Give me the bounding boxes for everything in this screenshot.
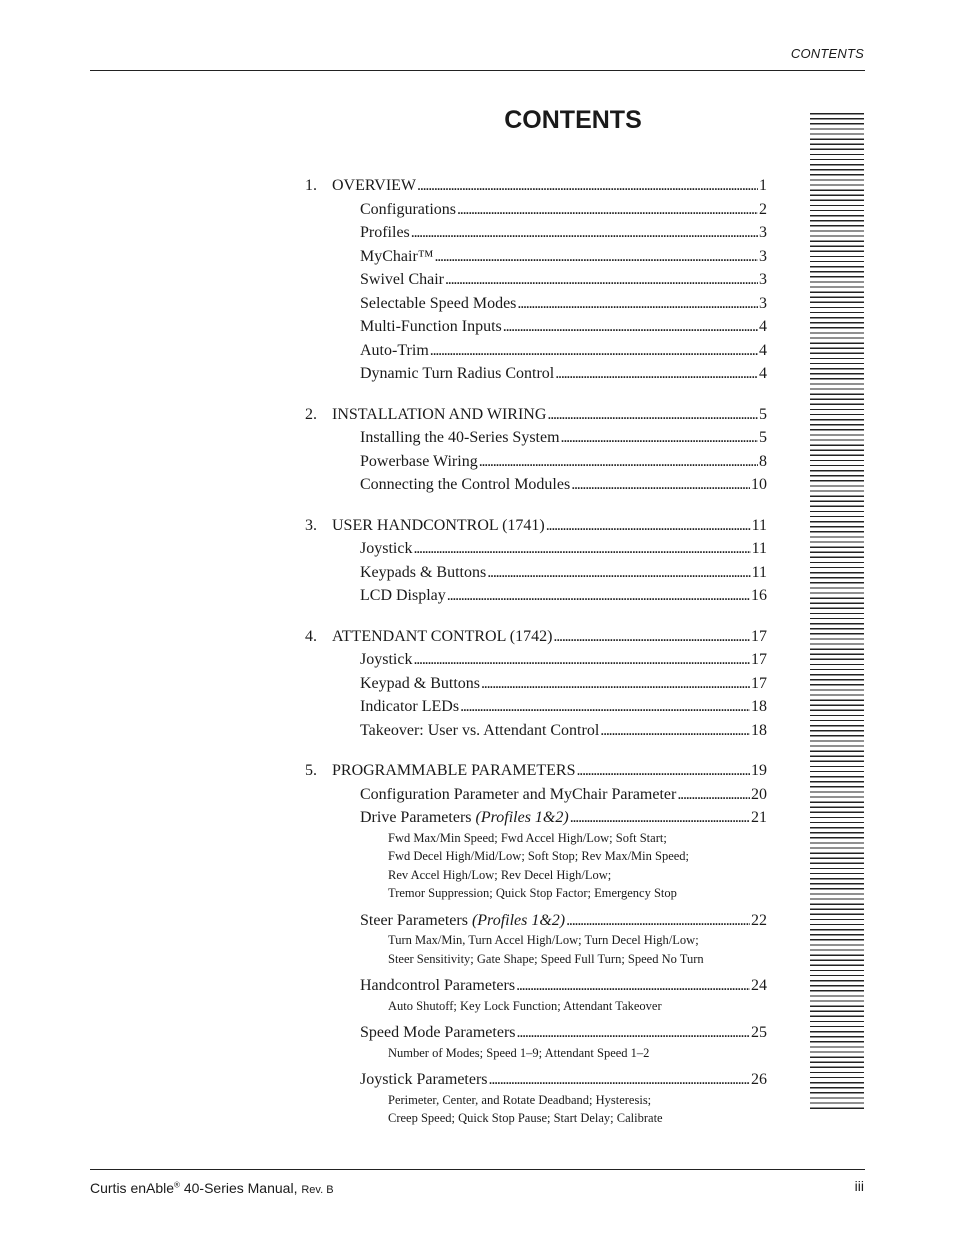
manual-suffix: 40-Series Manual, xyxy=(179,1180,298,1196)
toc-entry[interactable] xyxy=(305,403,767,427)
toc-entry[interactable] xyxy=(305,1068,767,1092)
entry-title: Connecting the Control Modules xyxy=(360,476,571,493)
entry-title: Joystick xyxy=(360,540,413,557)
toc-section-attendant-control xyxy=(305,625,767,743)
page-number: 19 xyxy=(751,762,767,779)
entry-details xyxy=(305,997,767,1016)
page-number: 20 xyxy=(751,785,767,803)
page-number: 3 xyxy=(759,224,767,241)
footer-rule xyxy=(90,1169,865,1170)
page-title: CONTENTS xyxy=(504,106,642,134)
entry-title: Profiles xyxy=(360,224,410,241)
dot-leader xyxy=(457,198,758,222)
entry-details xyxy=(305,829,767,903)
toc-entry[interactable] xyxy=(305,974,767,998)
detail-line: Auto Shutoff; Key Lock Function; Attendant Takeover xyxy=(388,998,662,1013)
page-number: 8 xyxy=(759,452,767,470)
page-number: 4 xyxy=(759,341,767,359)
entry-title: Configuration Parameter and MyChair Parameter xyxy=(360,785,677,803)
page-number: 4 xyxy=(759,365,767,382)
dot-leader xyxy=(516,974,750,998)
page-number: 24 xyxy=(751,977,767,994)
dot-leader xyxy=(561,426,758,450)
page-number: 17 xyxy=(751,674,767,692)
footer-manual-title xyxy=(90,1180,334,1196)
entry-title: Drive Parameters xyxy=(360,809,472,826)
toc-entry[interactable] xyxy=(305,268,767,292)
dot-leader xyxy=(576,759,750,783)
dot-leader xyxy=(553,625,750,649)
dot-leader xyxy=(479,450,758,474)
toc-entry[interactable] xyxy=(305,514,767,538)
section-title: ATTENDANT CONTROL (1742) xyxy=(332,627,553,645)
entry-title: MyChair™ xyxy=(360,247,434,265)
toc-entry[interactable] xyxy=(305,806,767,830)
detail-line: Fwd Max/Min Speed; Fwd Accel High/Low; Soft Start; xyxy=(388,830,667,845)
entry-title: Indicator LEDs xyxy=(360,698,460,715)
detail-line: Perimeter, Center, and Rotate Deadband; Hysteresis; xyxy=(388,1092,652,1107)
manual-name: Curtis enAble xyxy=(90,1180,175,1196)
entry-title: Handcontrol Parameters xyxy=(360,977,516,994)
entry-title: Joystick Parameters xyxy=(360,1071,488,1088)
dot-leader xyxy=(677,783,750,807)
dot-leader xyxy=(517,1021,750,1045)
entry-title: Selectable Speed Modes xyxy=(360,294,517,312)
entry-qualifier: (Profiles 1&2) xyxy=(475,809,569,826)
page-number: 1 xyxy=(759,177,767,194)
entry-title: Swivel Chair xyxy=(360,271,444,288)
detail-line: Fwd Decel High/Mid/Low; Soft Stop; Rev Max/Min Speed; xyxy=(388,849,690,863)
dot-leader xyxy=(430,339,758,363)
page-number: 4 xyxy=(759,318,767,335)
header-rule xyxy=(90,70,865,71)
toc-section-user-handcontrol xyxy=(305,514,767,608)
dot-leader xyxy=(413,648,750,672)
entry-title: Auto-Trim xyxy=(360,341,429,359)
detail-line: Rev Accel High/Low; Rev Decel High/Low; xyxy=(388,867,612,882)
toc-section-programmable-parameters xyxy=(305,759,767,1128)
dot-leader xyxy=(445,268,758,292)
page-number: 17 xyxy=(751,651,767,668)
toc-entry[interactable] xyxy=(305,221,767,245)
entry-title: Multi-Function Inputs xyxy=(360,318,502,335)
entry-details xyxy=(305,1044,767,1063)
toc-entry[interactable] xyxy=(305,362,767,386)
page-number: 18 xyxy=(751,721,767,739)
section-title: PROGRAMMABLE PARAMETERS xyxy=(332,762,576,779)
running-head: CONTENTS xyxy=(790,46,864,61)
page-number: 18 xyxy=(751,698,767,715)
toc-entry[interactable] xyxy=(305,426,767,450)
section-number: 3. xyxy=(305,516,317,534)
dot-leader xyxy=(547,403,758,427)
section-number: 5. xyxy=(305,762,317,779)
dot-leader xyxy=(517,292,758,316)
entry-title: LCD Display xyxy=(360,587,446,604)
toc-entry[interactable] xyxy=(305,450,767,474)
dot-leader xyxy=(413,537,750,561)
entry-title: Keypad & Buttons xyxy=(360,674,480,692)
section-title: INSTALLATION AND WIRING xyxy=(332,405,547,423)
page-number: 5 xyxy=(759,429,767,446)
detail-line: Number of Modes; Speed 1–9; Attendant Speed 1–2 xyxy=(388,1045,650,1060)
decorative-stripe-bar xyxy=(810,113,864,1111)
page-number: 21 xyxy=(751,809,767,826)
page-number: 11 xyxy=(751,563,767,581)
toc-entry[interactable] xyxy=(305,625,767,649)
table-of-contents xyxy=(305,174,767,1145)
revision: Rev. B xyxy=(301,1184,334,1196)
toc-entry[interactable] xyxy=(305,909,767,933)
entry-title: Dynamic Turn Radius Control xyxy=(360,365,555,382)
toc-entry[interactable] xyxy=(305,648,767,672)
page-number: 22 xyxy=(751,911,767,929)
footer-page-number: iii xyxy=(854,1178,864,1194)
toc-entry[interactable] xyxy=(305,339,767,363)
detail-line: Tremor Suppression; Quick Stop Factor; Emergency Stop xyxy=(388,886,677,900)
page-number: 3 xyxy=(759,247,767,265)
toc-entry[interactable] xyxy=(305,561,767,585)
entry-qualifier: (Profiles 1&2) xyxy=(471,911,566,929)
dot-leader xyxy=(566,909,750,933)
entry-title: Joystick xyxy=(360,651,413,668)
dot-leader xyxy=(600,719,750,743)
toc-entry[interactable] xyxy=(305,198,767,222)
dot-leader xyxy=(555,362,758,386)
toc-entry[interactable] xyxy=(305,695,767,719)
toc-entry[interactable] xyxy=(305,672,767,696)
dot-leader xyxy=(489,1068,750,1092)
entry-details xyxy=(305,931,767,968)
page-number: 26 xyxy=(751,1071,767,1088)
dot-leader xyxy=(571,473,750,497)
dot-leader xyxy=(411,221,758,245)
section-title: USER HANDCONTROL (1741) xyxy=(332,516,545,534)
dot-leader xyxy=(481,672,750,696)
toc-entry[interactable] xyxy=(305,292,767,316)
dot-leader xyxy=(417,174,758,198)
section-number: 4. xyxy=(305,627,317,645)
entry-title: Steer Parameters xyxy=(360,911,468,929)
section-number: 1. xyxy=(305,177,317,194)
entry-title: Installing the 40-Series System xyxy=(360,429,560,446)
entry-title: Configurations xyxy=(360,200,456,218)
toc-entry[interactable] xyxy=(305,584,767,608)
dot-leader xyxy=(570,806,750,830)
detail-line: Creep Speed; Quick Stop Pause; Start Delay; Calibrate xyxy=(388,1111,663,1125)
toc-entry[interactable] xyxy=(305,537,767,561)
page-number: 11 xyxy=(751,516,767,534)
page-number: 25 xyxy=(751,1024,767,1041)
registered-mark: ® xyxy=(174,1180,180,1190)
entry-title: Keypads & Buttons xyxy=(360,563,487,581)
dot-leader xyxy=(503,315,758,339)
dot-leader xyxy=(447,584,750,608)
page-number: 2 xyxy=(759,200,767,218)
entry-title: Powerbase Wiring xyxy=(360,452,478,470)
section-number: 2. xyxy=(305,405,317,423)
dot-leader xyxy=(434,245,758,269)
page-number: 16 xyxy=(751,587,767,604)
page-number: 11 xyxy=(751,540,767,557)
toc-entry[interactable] xyxy=(305,783,767,807)
page-number: 17 xyxy=(751,627,767,645)
dot-leader xyxy=(546,514,751,538)
entry-title: Takeover: User vs. Attendant Control xyxy=(360,721,600,739)
toc-entry[interactable] xyxy=(305,759,767,783)
page-number: 10 xyxy=(751,476,767,493)
toc-section-installation xyxy=(305,403,767,497)
toc-entry[interactable] xyxy=(305,245,767,269)
toc-entry[interactable] xyxy=(305,1021,767,1045)
page-number: 3 xyxy=(759,294,767,312)
detail-line: Turn Max/Min, Turn Accel High/Low; Turn Decel High/Low; xyxy=(388,933,699,947)
page-number: 3 xyxy=(759,271,767,288)
dot-leader xyxy=(487,561,750,585)
entry-details xyxy=(305,1091,767,1128)
toc-entry[interactable] xyxy=(305,719,767,743)
page-number: 5 xyxy=(759,405,767,423)
toc-entry[interactable] xyxy=(305,174,767,198)
toc-section-overview xyxy=(305,174,767,386)
entry-title: Speed Mode Parameters xyxy=(360,1024,516,1041)
toc-entry[interactable] xyxy=(305,315,767,339)
detail-line: Steer Sensitivity; Gate Shape; Speed Full Turn; Speed No Turn xyxy=(388,951,704,966)
section-title: OVERVIEW xyxy=(332,177,417,194)
toc-entry[interactable] xyxy=(305,473,767,497)
dot-leader xyxy=(460,695,750,719)
